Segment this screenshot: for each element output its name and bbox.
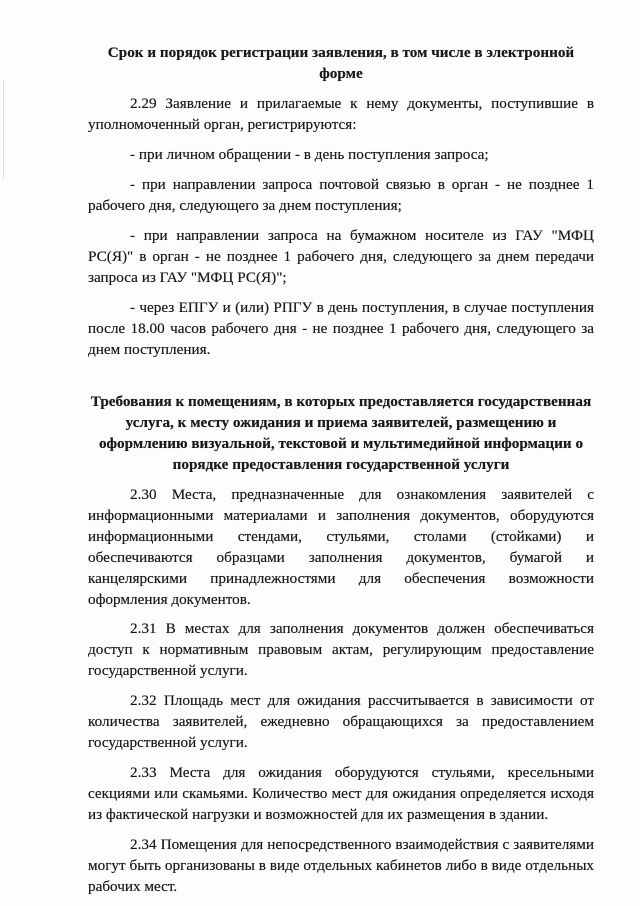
document-body — [88, 42, 594, 906]
paragraph-2-30: 2.30 Места, предназначенные для ознакомления заявителей с информационными материалами и заполнения документов, оборудуются информационными стендами, стульями, столами (стойками) и обеспечиваются образцами заполнения документов, бумагой и канцелярскими принадлежностями для обеспечения возможности оформления документов. — [88, 486, 594, 608]
list-item-personal: - при личном обращении - в день поступления запроса; — [130, 146, 489, 163]
paragraph-2-31: 2.31 В местах для заполнения документов должен обеспечиваться доступ к нормативным правовым актам, регулирующим предоставление государственной услуги. — [88, 620, 594, 679]
paragraph-2-33: 2.33 Места для ожидания оборудуются стульями, кресельными секциями или скамьями. Количество мест для ожидания определяется исходя из фактической нагрузки и возможностей для их размещения в здании. — [88, 764, 594, 823]
list-item-postal: - при направлении запроса почтовой связью в орган - не позднее 1 рабочего дня, следующего за днем поступления; — [88, 176, 594, 214]
paragraph-2-34: 2.34 Помещения для непосредственного взаимодействия с заявителями могут быть организованы в виде отдельных кабинетов либо в виде отдельных рабочих мест. — [88, 836, 594, 895]
scan-edge-line — [3, 80, 4, 180]
paragraph-2-32: 2.32 Площадь мест для ожидания рассчитывается в зависимости от количества заявителей, ежедневно обращающихся за предоставлением государственной услуги. — [88, 692, 594, 751]
section-heading-registration: Срок и порядок регистрации заявления, в том числе в электронной форме — [107, 44, 575, 82]
list-item-epgu: - через ЕПГУ и (или) РПГУ в день поступления, в случае поступления после 18.00 часов рабочего дня - не позднее 1 рабочего дня, следующего за днем поступления. — [88, 299, 594, 358]
paragraph-2-29: 2.29 Заявление и прилагаемые к нему документы, поступившие в уполномоченный орган, регистрируются: — [88, 95, 594, 133]
list-item-mfc: - при направлении запроса на бумажном носителе из ГАУ "МФЦ РС(Я)" в орган - не позднее 1 рабочего дня, следующего за днем передачи запроса из ГАУ "МФЦ РС(Я)"; — [88, 227, 594, 286]
section-heading-premises: Требования к помещениям, в которых предоставляется государственная услуга, к месту ожидания и приема заявителей, размещению и оформлению визуальной, текстовой и мультимедийной информации о порядке предоставления государственной услуги — [90, 393, 592, 473]
